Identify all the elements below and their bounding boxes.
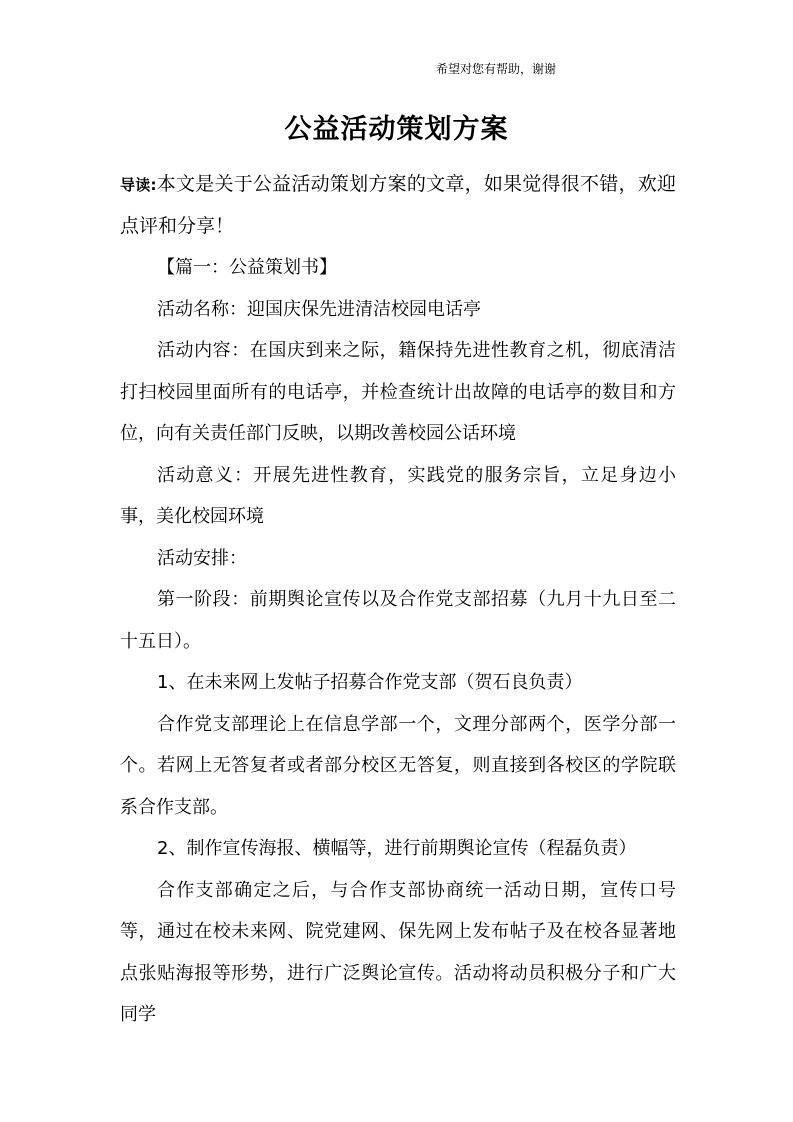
section-heading: 【篇一：公益策划书】	[157, 257, 337, 278]
paragraph-item-1: 1、在未来网上发帖子招募合作党支部（贺石良负责）	[157, 672, 583, 693]
paragraph-activity-meaning: 活动意义：开展先进性教育，实践党的服务宗旨，立足身边小事，美化校园环境	[120, 464, 676, 527]
paragraph-item-1-detail: 合作党支部理论上在信息学部一个，文理分部两个，医学分部一个。若网上无答复者或者部分校区无答复，则直接到各校区的学院联系合作支部。	[120, 713, 676, 818]
paragraph-activity-content: 活动内容：在国庆到来之际，籍保持先进性教育之机，彻底清洁打扫校园里面所有的电话亭，并检查统计出故障的电话亭的数目和方位，向有关责任部门反映，以期改善校园公话环境	[120, 340, 676, 444]
paragraph-item-2-detail: 合作支部确定之后，与合作支部协商统一活动日期，宣传口号等，通过在校未来网、院党建网、保先网上发布帖子及在校各显著地点张贴海报等形势，进行广泛舆论宣传。活动将动员积极分子和广大同学	[120, 879, 676, 1025]
intro-text: 本文是关于公益活动策划方案的文章，如果觉得很不错，欢迎点评和分享！	[120, 173, 676, 237]
paragraph-item-2: 2、制作宣传海报、横幅等，进行前期舆论宣传（程磊负责）	[157, 838, 637, 859]
paragraph-activity-schedule: 活动安排：	[157, 547, 247, 569]
document-title: 公益活动策划方案	[284, 114, 509, 145]
paragraph-activity-name: 活动名称：迎国庆保先进清洁校园电话亭	[157, 298, 481, 320]
intro-label: 导读:	[120, 176, 157, 194]
paragraph-phase-one: 第一阶段：前期舆论宣传以及合作党支部招募（九月十九日至二十五日）。	[120, 589, 676, 652]
intro-paragraph	[120, 164, 676, 247]
document-body	[120, 164, 676, 1036]
header-note: 希望对您有帮助，谢谢	[436, 62, 557, 76]
